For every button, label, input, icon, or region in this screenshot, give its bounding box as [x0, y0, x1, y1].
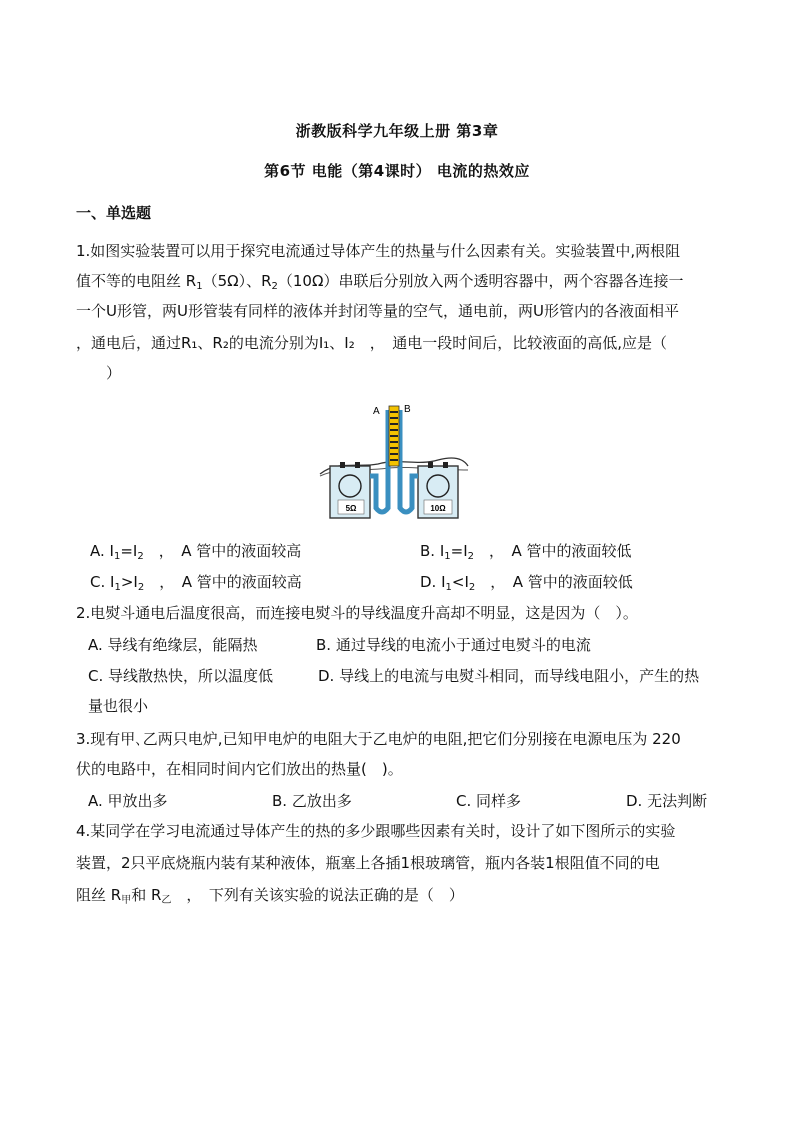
u-tube-apparatus-figure	[318, 396, 470, 520]
q1-option-a: A. $I_1=I_2$ ， A 管中的液面较高	[90, 542, 302, 562]
q1-line-3: 一个U形管，两U形管装有同样的液体并封闭等量的空气，通电前，两U形管内的各液面相平	[76, 302, 679, 320]
q1-line-5: ）	[76, 364, 122, 382]
q2-option-a: A. 导线有绝缘层，能隔热	[88, 636, 258, 654]
q3-stem-line-2: 伏的电路中，在相同时间内它们放出的热量( )。	[76, 760, 403, 778]
tube-b-label: B	[404, 404, 411, 415]
q2-option-b: B. 通过导线的电流小于通过电熨斗的电流	[316, 636, 591, 654]
q1-line-4: ，通电后，通过R₁、R₂的电流分别为I₁、I₂ ， 通电一段时间后，比较液面的高低,应是（	[76, 334, 668, 352]
q1-option-d: D. $I_1<I_2$ ， A 管中的液面较低	[420, 573, 633, 593]
q2-option-d-cont: 量也很小	[88, 697, 149, 715]
q4-line-2: 装置，2只平底烧瓶内装有某种液体，瓶塞上各插1根玻璃管，瓶内各装1根阻值不同的电	[76, 854, 660, 872]
q1-line-1: 1.如图实验装置可以用于探究电流通过导体产生的热量与什么因素有关。实验装置中,两根阻	[76, 242, 681, 260]
doc-title: 浙教版科学九年级上册 第3章	[295, 122, 499, 140]
q3-option-d: D. 无法判断	[626, 792, 708, 810]
q3-stem-line-1: 3.现有甲､乙两只电炉,已知甲电炉的电阻大于乙电炉的电阻,把它们分别接在电源电压为 220	[76, 730, 681, 748]
lesson-title: 第6节 电能（第4课时） 电流的热效应	[264, 162, 530, 180]
left-resistor-label: 5Ω	[345, 504, 357, 513]
q1-line-2: 值不等的电阻丝 $R_1(5\Omega)$、$R_2(10\Omega)$串联后分别放入两个透明容器中，两个容器各连接一	[76, 272, 684, 292]
tube-a-label: A	[373, 406, 380, 417]
q2-option-c: C. 导线散热快，所以温度低	[88, 667, 274, 685]
section-heading: 一、单选题	[76, 204, 152, 222]
q1-option-c: C. $I_1>I_2$ ， A 管中的液面较高	[90, 573, 302, 593]
q2-option-d: D. 导线上的电流与电熨斗相同，而导线电阻小，产生的热	[318, 667, 700, 685]
right-resistor-label: 10Ω	[430, 504, 446, 513]
q4-line-3: 阻丝 $R_甲$和 $R_乙$ ， 下列有关该实验的说法正确的是（ ）	[76, 886, 464, 906]
q4-line-1: 4.某同学在学习电流通过导体产生的热的多少跟哪些因素有关时，设计了如下图所示的实验	[76, 822, 676, 840]
q3-option-b: B. 乙放出多	[272, 792, 352, 810]
q3-option-c: C. 同样多	[456, 792, 522, 810]
q1-option-b: B. $I_1=I_2$ ， A 管中的液面较低	[420, 542, 632, 562]
q3-option-a: A. 甲放出多	[88, 792, 168, 810]
q2-stem: 2.电熨斗通电后温度很高，而连接电熨斗的导线温度升高却不明显，这是因为（ ）。	[76, 604, 638, 622]
